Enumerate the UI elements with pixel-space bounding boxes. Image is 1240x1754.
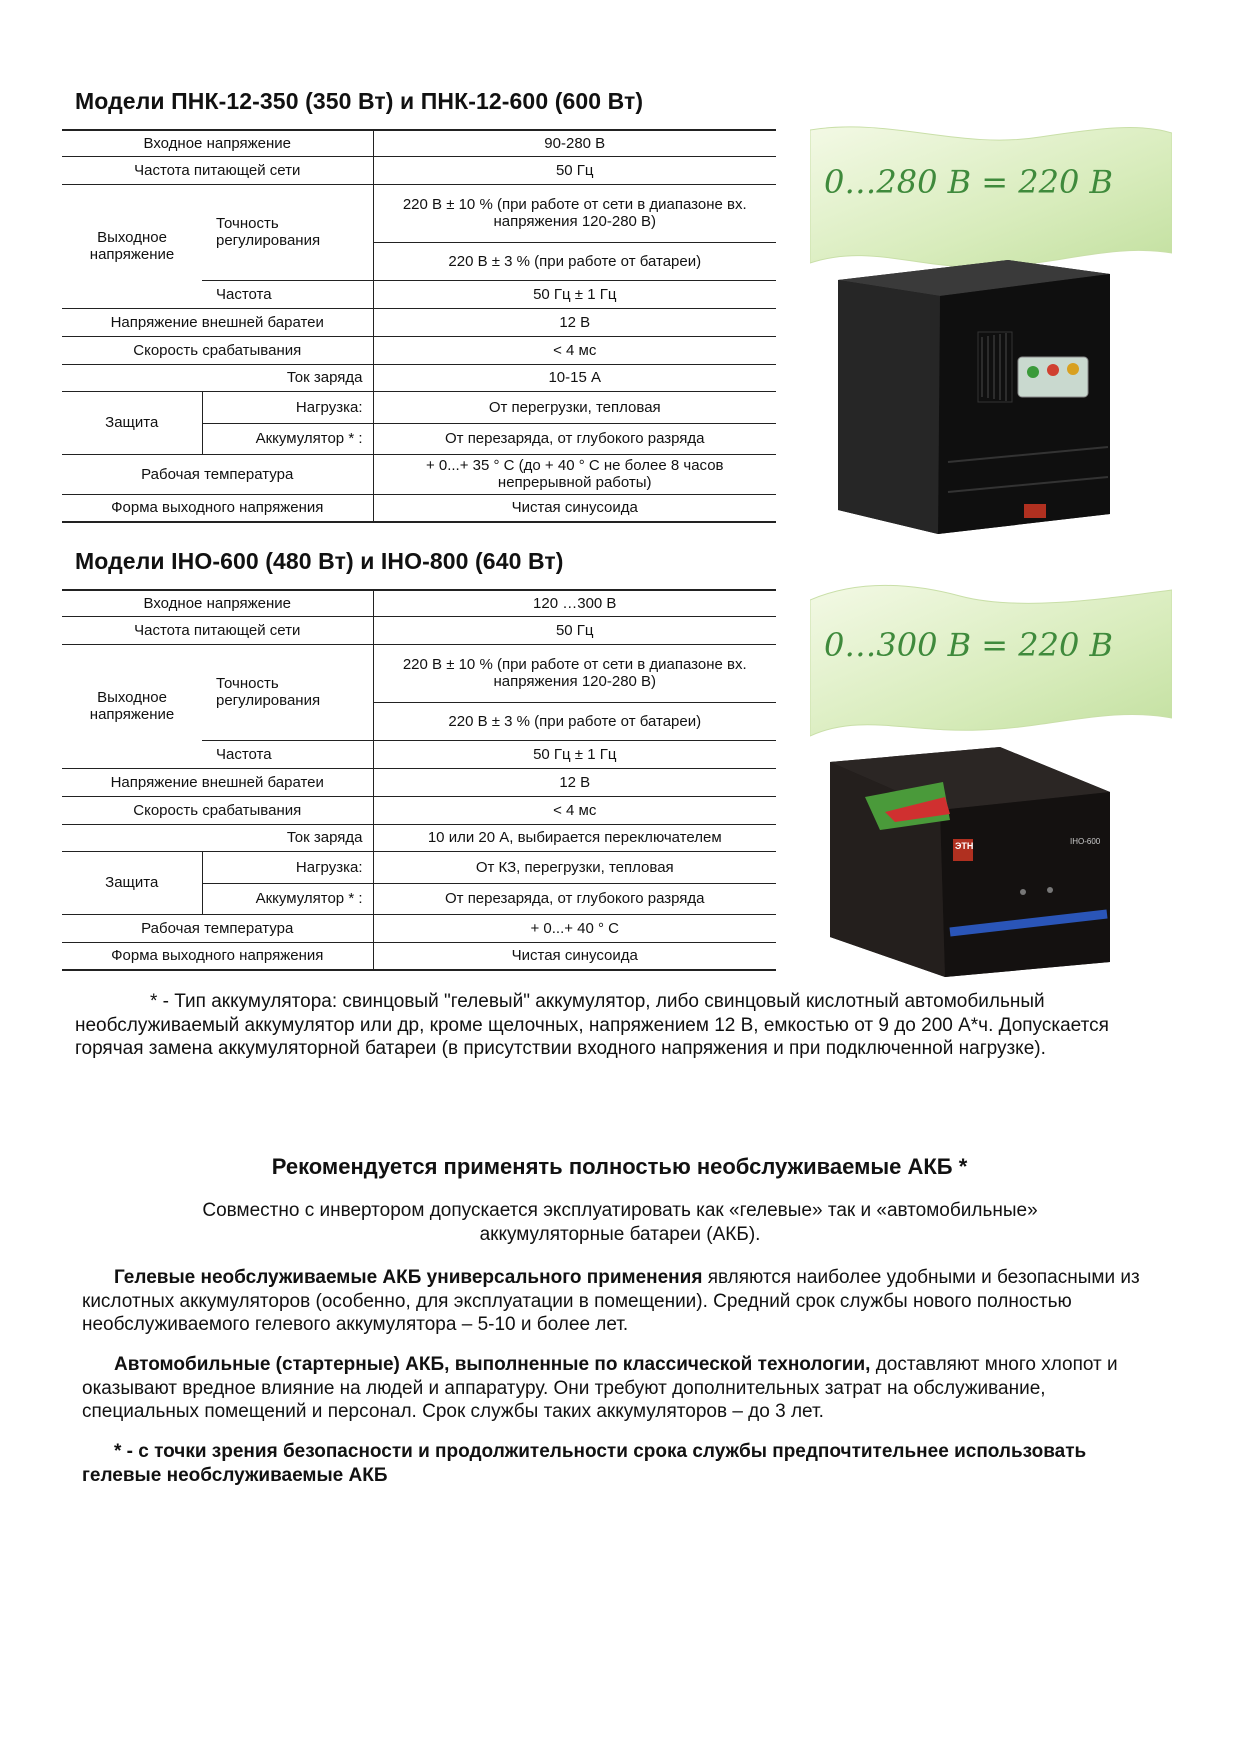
row-value: < 4 мс [373, 336, 776, 364]
sub-label: Нагрузка: [202, 851, 373, 883]
row-value: 50 Гц ± 1 Гц [373, 740, 776, 768]
row-value: + 0...+ 40 ° С [373, 914, 776, 942]
row-label: Рабочая температура [62, 454, 373, 494]
row-value: 220 В ± 3 % (при работе от батареи) [373, 242, 776, 280]
recommend-heading: Рекомендуется применять полностью необслуживаемые АКБ * [271, 1154, 968, 1179]
table-row [62, 130, 776, 156]
row-value: Чистая синусоида [373, 942, 776, 970]
recommend-intro: Совместно с инвертором допускается эксплуатировать как «гелевые» так и «автомобильные» аккумуляторные батареи (АКБ). [202, 1200, 1038, 1245]
sub-label: Аккумулятор * : [202, 883, 373, 914]
table-row [62, 364, 776, 391]
banner-text: 0…300 В = 220 В [824, 626, 1114, 664]
table-row [62, 494, 776, 522]
row-value: От КЗ, перегрузки, тепловая [373, 851, 776, 883]
banner-text: 0…280 В = 220 В [824, 163, 1114, 201]
row-label: Выходное напряжение [62, 644, 202, 768]
row-value: 10-15 А [373, 364, 776, 391]
row-label: Напряжение внешней баратеи [62, 308, 373, 336]
row-value: 220 В ± 10 % (при работе от сети в диапазоне вх. напряжения 120-280 В) [373, 644, 776, 702]
row-value: 120 …300 В [373, 590, 776, 616]
row-value: 90-280 В [373, 130, 776, 156]
table-row [62, 454, 776, 494]
section2-title: Модели IНО-600 (480 Вт) и IНО-800 (640 Вт) [75, 548, 564, 574]
sub-label: Нагрузка: [202, 391, 373, 423]
row-value: От перезаряда, от глубокого разряда [373, 883, 776, 914]
row-label: Скорость срабатывания [62, 796, 373, 824]
paragraph-bold: Гелевые необслуживаемые АКБ универсального применения [114, 1267, 703, 1288]
row-label: Входное напряжение [62, 590, 373, 616]
row-label: Ток заряда [62, 364, 373, 391]
row-label: Скорость срабатывания [62, 336, 373, 364]
row-value: 50 Гц [373, 616, 776, 644]
row-label: Выходное напряжение [62, 184, 202, 308]
row-label: Форма выходного напряжения [62, 942, 373, 970]
product-logo: ЭТН [955, 841, 974, 851]
sub-label: Частота [202, 280, 373, 308]
table-row [62, 308, 776, 336]
row-label: Входное напряжение [62, 130, 373, 156]
row-value: От перегрузки, тепловая [373, 391, 776, 423]
paragraph-bold: Автомобильные (стартерные) АКБ, выполненные по классической технологии, [114, 1354, 871, 1375]
row-value: 12 В [373, 768, 776, 796]
product-model: IНО-600 [1070, 837, 1101, 846]
table-row [62, 590, 776, 616]
table-row [62, 851, 776, 883]
sub-label: Частота [202, 740, 373, 768]
row-value: 50 Гц ± 1 Гц [373, 280, 776, 308]
gel-battery-paragraph [82, 1266, 1157, 1337]
row-label: Форма выходного напряжения [62, 494, 373, 522]
table-row [62, 391, 776, 423]
row-value: < 4 мс [373, 796, 776, 824]
paragraph-text: являются наиболее удобными и безопасными из кислотных аккумуляторов (особенно, для эксплуатации в помещении). Средний срок службы нового полностью необслуживаемого гелевого аккумулятора – 5-10 и более лет. [82, 1267, 1140, 1335]
row-label: Частота питающей сети [62, 616, 373, 644]
tower-ups-image [828, 252, 1118, 537]
recommend-conclusion [82, 1440, 1157, 1487]
table-row [62, 824, 776, 851]
sub-label: Точность регулирования [202, 184, 373, 280]
row-value: 50 Гц [373, 156, 776, 184]
row-value: Чистая синусоида [373, 494, 776, 522]
section2-banner [810, 578, 1172, 743]
sub-label: Точность регулирования [202, 644, 373, 740]
row-label: Защита [62, 851, 202, 914]
row-value: От перезаряда, от глубокого разряда [373, 423, 776, 454]
row-label: Защита [62, 391, 202, 454]
row-label: Частота питающей сети [62, 156, 373, 184]
row-value: 12 В [373, 308, 776, 336]
table-row [62, 942, 776, 970]
table-row [62, 768, 776, 796]
box-inverter-image [825, 742, 1120, 982]
row-value: 220 В ± 10 % (при работе от сети в диапазоне вх. напряжения 120-280 В) [373, 184, 776, 242]
battery-footnote [75, 990, 1155, 1061]
table-row [62, 156, 776, 184]
row-value: + 0...+ 35 ° С (до + 40 ° С не более 8 часов непрерывной работы) [373, 454, 776, 494]
row-value: 220 В ± 3 % (при работе от батареи) [373, 702, 776, 740]
table-row [62, 644, 776, 702]
table-row [62, 616, 776, 644]
section1-spec-table [62, 129, 776, 523]
paragraph-bold: * - с точки зрения безопасности и продолжительности срока службы предпочтительнее использовать гелевые необслуживаемые АКБ [82, 1441, 1087, 1486]
table-row [62, 914, 776, 942]
row-label: Рабочая температура [62, 914, 373, 942]
section2-spec-table [62, 589, 776, 971]
row-label: Напряжение внешней баратеи [62, 768, 373, 796]
paragraph-text: доставляют много хлопот и оказывают вредное влияние на людей и аппаратуру. Они требуют дополнительных затрат на обслуживание, специальных помещений и персонал. Срок службы таких аккумуляторов – до 3 лет. [82, 1354, 1118, 1422]
table-row [62, 184, 776, 242]
table-row [62, 336, 776, 364]
section1-title: Модели ПНК-12-350 (350 Вт) и ПНК-12-600 (600 Вт) [75, 88, 644, 114]
row-label: Ток заряда [62, 824, 373, 851]
footnote-text: * - Тип аккумулятора: свинцовый "гелевый" аккумулятор, либо свинцовый кислотный автомобильный необслуживаемый аккумулятор или др, кроме щелочных, напряжением 12 В, емкостью от 9 до 200 А*ч. Допускается горячая замена аккумуляторной батареи (в присутствии входного напряжения и при подключенной нагрузке). [75, 991, 1109, 1059]
row-value: 10 или 20 А, выбирается переключателем [373, 824, 776, 851]
sub-label: Аккумулятор * : [202, 423, 373, 454]
table-row [62, 796, 776, 824]
car-battery-paragraph [82, 1353, 1157, 1424]
